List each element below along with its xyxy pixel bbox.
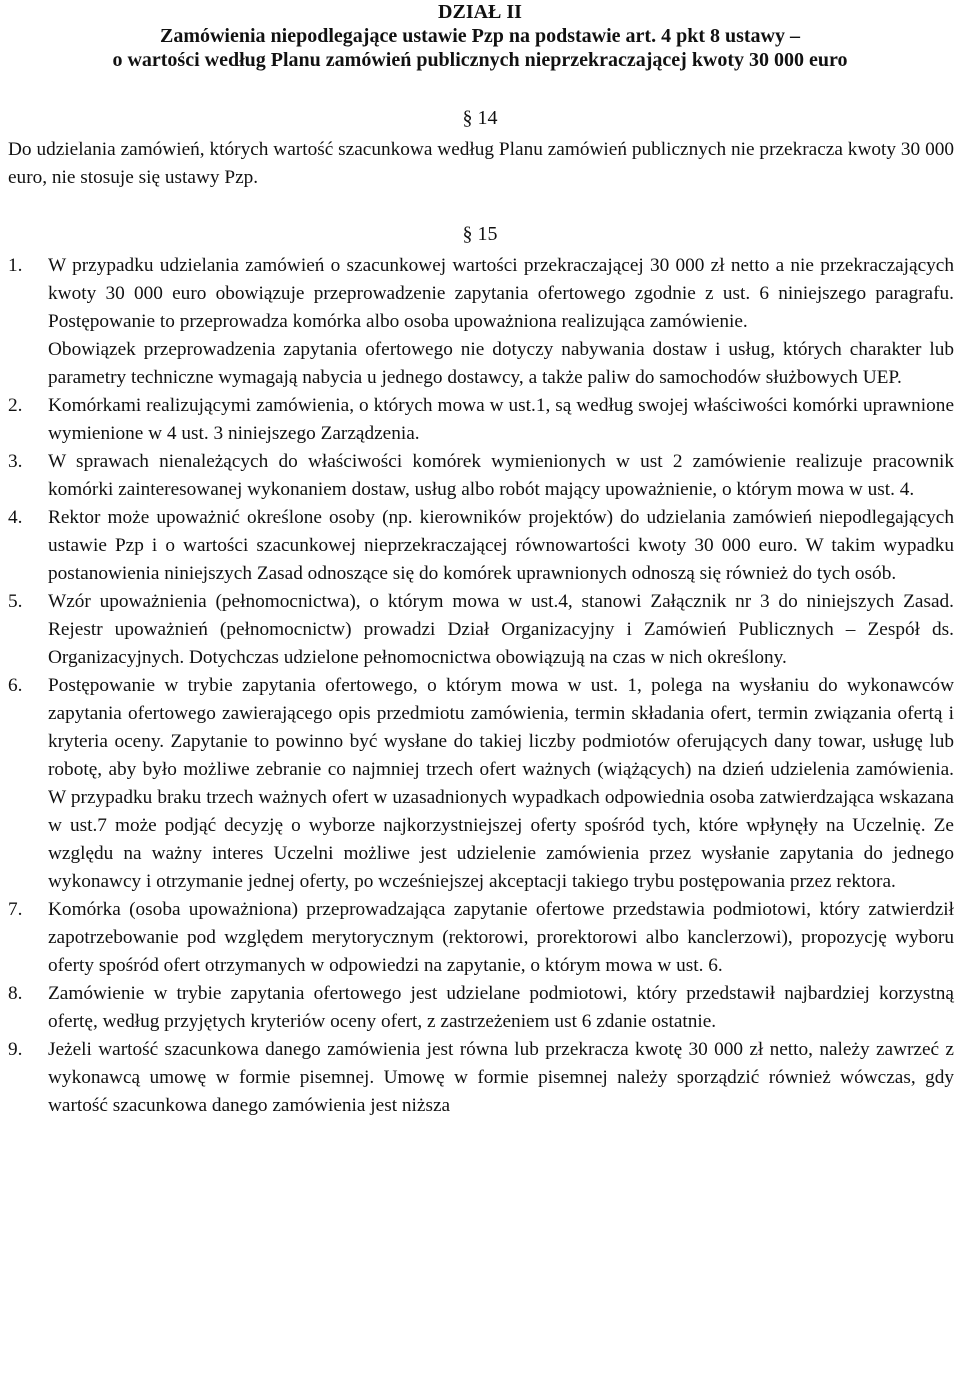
item-number: 3.	[8, 451, 23, 472]
item-text: Komórka (osoba upoważniona) przeprowadzająca zapytanie ofertowe przedstawia podmiotowi, który zatwierdził zapotrzebowanie pod względem merytorycznym (rektorowi, prorektorowi albo kanclerzowi), propozycję wyboru oferty spośród ofert otrzymanych w odpowiedzi na zapytanie, o którym mowa w ust. 6.	[48, 899, 954, 976]
item-text: Wzór upoważnienia (pełnomocnictwa), o którym mowa w ust.4, stanowi Załącznik nr 3 do niniejszych Zasad. Rejestr upoważnień (pełnomocnictw) prowadzi Dział Organizacyjny i Zamówień Publicznych – Zespół ds. Organizacyjnych. Dotychczas udzielone pełnomocnictwa obowiązują na czas w nich określony.	[48, 591, 954, 668]
section-15-item-3	[0, 448, 960, 504]
section-15-item-1-continuation: Obowiązek przeprowadzenia zapytania ofertowego nie dotyczy nabywania dostaw i usług, których charakter lub parametry techniczne wymagają nabycia u jednego dostawcy, a także paliw do samochodów służbowych UEP.	[48, 339, 954, 388]
section-14-text: Do udzielania zamówień, których wartość szacunkowa według Planu zamówień publicznych nie przekracza kwoty 30 000 euro, nie stosuje się ustawy Pzp.	[8, 139, 954, 188]
item-text: Postępowanie w trybie zapytania ofertowego, o którym mowa w ust. 1, polega na wysłaniu do wykonawców zapytania ofertowego zawierającego opis przedmiotu zamówienia, termin składania ofert, termin związania ofertą i kryteria oceny. Zapytanie to powinno być wysłane do takiej liczby podmiotów oferujących dany towar, usługę lub robotę, aby było możliwe zebranie co najmniej trzech ofert ważnych (wiążących) na dzień udzielenia zamówienia. W przypadku braku trzech ważnych ofert w uzasadnionych wypadkach odpowiednia osoba zatwierdzająca wskazana w ust.7 może podjąć decyzję o wyborze najkorzystniejszej oferty spośród tych, które wpłynęły na Uczelnię. Ze względu na ważny interes Uczelni możliwe jest udzielenie zamówienia przez wysłanie zapytania do jednego wykonawcy i otrzymanie jednej oferty, po wcześniejszej akceptacji takiego trybu postępowania przez rektora.	[48, 675, 954, 892]
section-15-item-4	[0, 504, 960, 588]
item-number: 4.	[8, 507, 23, 528]
chapter-subtitle-line-1: Zamówienia niepodlegające ustawie Pzp na podstawie art. 4 pkt 8 ustawy –	[159, 25, 800, 47]
item-number: 9.	[8, 1039, 23, 1060]
chapter-title: DZIAŁ II	[438, 1, 522, 23]
item-text: Komórkami realizującymi zamówienia, o których mowa w ust.1, są według swojej właściwości komórki uprawnione wymienione w 4 ust. 3 niniejszego Zarządzenia.	[48, 395, 954, 444]
section-15-item-2	[0, 392, 960, 448]
item-number: 1.	[8, 255, 23, 276]
chapter-subtitle-line-2: o wartości według Planu zamówień publicznych nieprzekraczającej kwoty 30 000 euro	[112, 49, 848, 71]
section-15-item-1	[0, 252, 960, 336]
section-15-item-5	[0, 588, 960, 672]
section-14-heading: § 14	[462, 107, 498, 129]
item-number: 6.	[8, 675, 23, 696]
item-text: Rektor może upoważnić określone osoby (np. kierowników projektów) do udzielania zamówień niepodlegających ustawie Pzp i o wartości szacunkowej nieprzekraczającej równowartości kwoty 30 000 euro. W takim wypadku postanowienia niniejszych Zasad odnoszące się do komórek uprawnionych odnoszą się również do tych osób.	[48, 507, 954, 584]
item-number: 7.	[8, 899, 23, 920]
item-text: W przypadku udzielania zamówień o szacunkowej wartości przekraczającej 30 000 zł netto a nie przekraczających kwoty 30 000 euro obowiązuje przeprowadzenie zapytania ofertowego zgodnie z ust. 6 niniejszego paragrafu. Postępowanie to przeprowadza komórka albo osoba upoważniona realizująca zamówienie.	[48, 255, 954, 332]
item-text: Jeżeli wartość szacunkowa danego zamówienia jest równa lub przekracza kwotę 30 000 zł netto, należy zawrzeć z wykonawcą umowę w formie pisemnej. Umowę w formie pisemnej należy sporządzić również wówczas, gdy wartość szacunkowa danego zamówienia jest niższa	[48, 1039, 954, 1116]
item-number: 8.	[8, 983, 23, 1004]
item-text: Zamówienie w trybie zapytania ofertowego jest udzielane podmiotowi, który przedstawił najbardziej korzystną ofertę, według przyjętych kryteriów oceny ofert, z zastrzeżeniem ust 6 zdanie ostatnie.	[48, 983, 954, 1032]
section-15-heading: § 15	[462, 223, 498, 245]
item-number: 2.	[8, 395, 23, 416]
section-15-item-6	[0, 672, 960, 896]
section-15-item-7	[0, 896, 960, 980]
item-number: 5.	[8, 591, 23, 612]
section-15-item-8	[0, 980, 960, 1036]
section-15-item-9	[0, 1036, 960, 1120]
item-text: W sprawach nienależących do właściwości komórek wymienionych w ust 2 zamówienie realizuje pracownik komórki zainteresowanej wykonaniem dostaw, usług albo robót mający upoważnienie, o którym mowa w ust. 4.	[48, 451, 954, 500]
